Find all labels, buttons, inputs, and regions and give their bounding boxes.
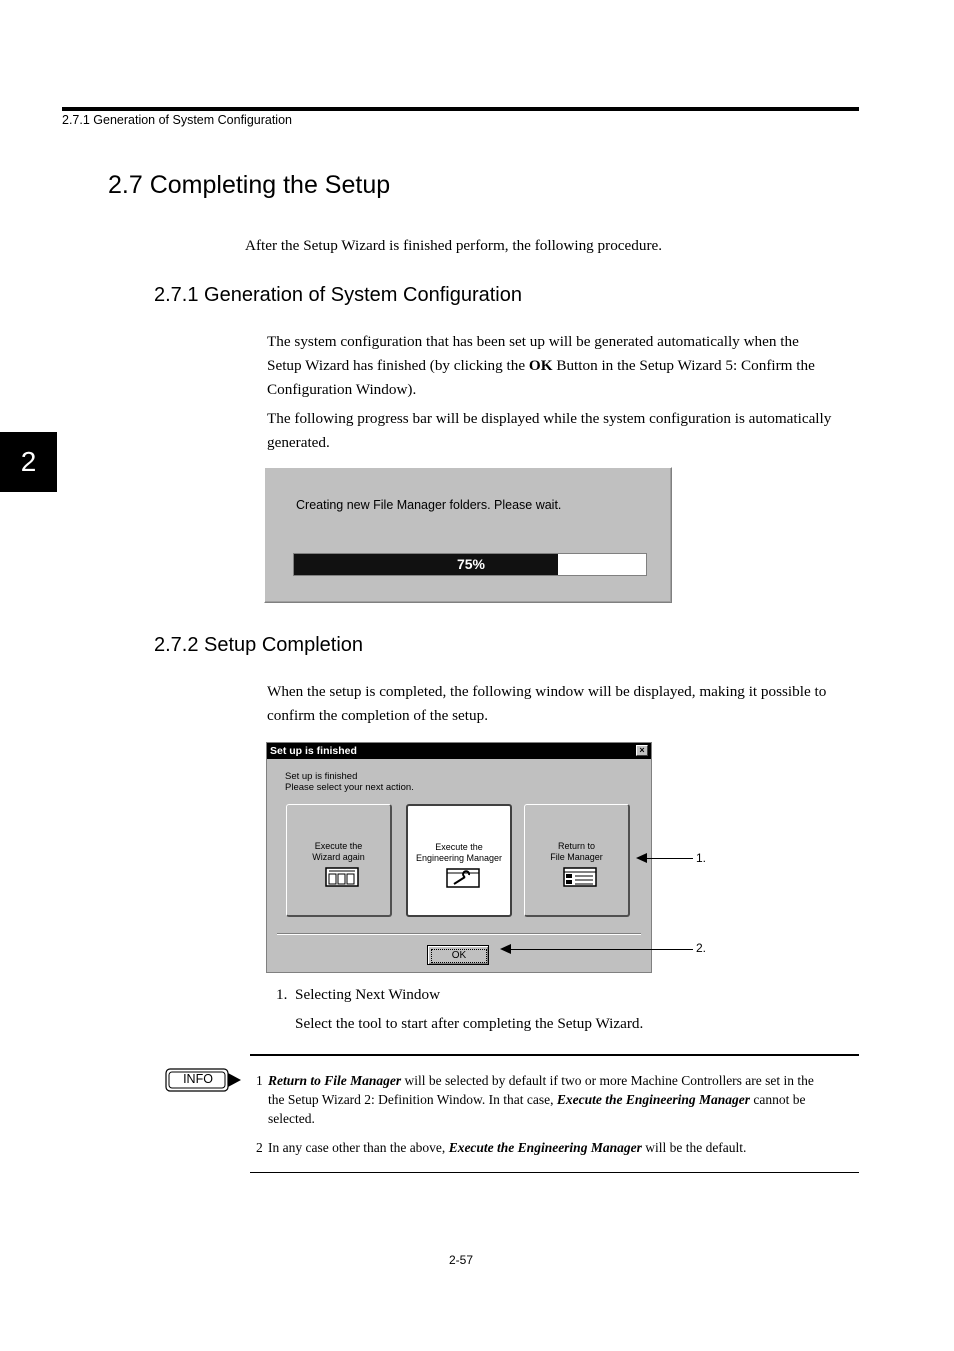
note-line: Return to File Manager will be selected by default if two or more Machine Controllers are set in the: [268, 1073, 814, 1088]
para-line: confirm the completion of the setup.: [267, 707, 489, 724]
setup-finished-window: [266, 742, 652, 973]
page-number: 2-57: [448, 1253, 474, 1267]
button-label: Execute the Engineering Manager: [415, 842, 503, 863]
progress-percent: 75%: [456, 556, 486, 572]
window-separator: [277, 933, 641, 935]
paragraph-progress: [267, 407, 867, 455]
step-title: Selecting Next Window: [295, 986, 441, 1003]
return-to-file-manager-button[interactable]: [524, 804, 630, 917]
info-top-rule: [250, 1054, 859, 1056]
file-manager-icon: [563, 867, 597, 887]
paragraph-generation: [267, 330, 867, 402]
engineering-manager-icon: [446, 868, 480, 888]
running-head: 2.7.1 Generation of System Configuration: [62, 113, 292, 127]
ok-label: OK: [431, 949, 487, 963]
para-line: The following progress bar will be displayed while the system configuration is automatically: [267, 410, 832, 427]
info-icon-label: INFO: [183, 1072, 213, 1086]
emphasis: Return to File Manager: [268, 1073, 402, 1088]
window-title: Set up is finished: [270, 745, 357, 757]
step-description: Select the tool to start after completing the Setup Wizard.: [295, 1015, 644, 1032]
callout-line-2: [509, 949, 693, 950]
chapter-tab: 2: [0, 432, 57, 492]
para-line: generated.: [267, 434, 330, 451]
info-note-2-number: 2: [256, 1140, 263, 1155]
info-note-1: [268, 1071, 868, 1128]
close-button[interactable]: ×: [636, 745, 648, 756]
subsection-title-1: 2.7.1 Generation of System Configuration: [154, 284, 522, 306]
button-label: Return to File Manager: [550, 841, 603, 862]
progress-dialog: [264, 467, 672, 603]
emphasis: Execute the Engineering Manager: [556, 1092, 750, 1107]
execute-wizard-again-button[interactable]: [286, 804, 392, 917]
window-message-line1: Set up is finished: [285, 771, 358, 782]
callout-line-1: [645, 858, 693, 859]
section-title: 2.7 Completing the Setup: [108, 171, 391, 199]
info-bottom-rule: [250, 1172, 859, 1173]
section-intro: After the Setup Wizard is finished perform, the following procedure.: [245, 237, 663, 254]
emphasis: Execute the Engineering Manager: [448, 1140, 642, 1155]
header-rule: [62, 107, 859, 111]
para-line: Setup Wizard has finished (by clicking the OK Button in the Setup Wizard 5: Confirm the: [267, 357, 815, 374]
para-line: Configuration Window).: [267, 381, 417, 398]
info-note-2: In any case other than the above, Execute the Engineering Manager will be the default.: [268, 1140, 747, 1155]
step-number: 1.: [276, 986, 288, 1003]
note-line: selected.: [268, 1111, 315, 1126]
subsection-title-2: 2.7.2 Setup Completion: [154, 634, 364, 656]
callout-label-2: 2.: [696, 941, 707, 955]
para-line: The system configuration that has been set up will be generated automatically when the: [267, 333, 799, 350]
callout-label-1: 1.: [696, 851, 707, 865]
note-line: the Setup Wizard 2: Definition Window. In that case, Execute the Engineering Manager cannot be: [268, 1092, 806, 1107]
window-titlebar: [267, 743, 651, 759]
window-message-line2: Please select your next action.: [285, 782, 414, 793]
wizard-icon: [325, 867, 359, 887]
progress-bar: [293, 553, 647, 576]
paragraph-completion: [267, 680, 867, 728]
info-note-1-number: 1: [256, 1073, 263, 1088]
button-label: Execute the Wizard again: [312, 841, 365, 862]
ok-button[interactable]: [427, 945, 489, 965]
para-line: When the setup is completed, the following window will be displayed, making it possible to: [267, 683, 827, 700]
ok-emphasis: OK: [528, 357, 553, 374]
progress-message: Creating new File Manager folders. Please wait.: [296, 498, 562, 512]
execute-engineering-manager-button[interactable]: [406, 804, 512, 917]
